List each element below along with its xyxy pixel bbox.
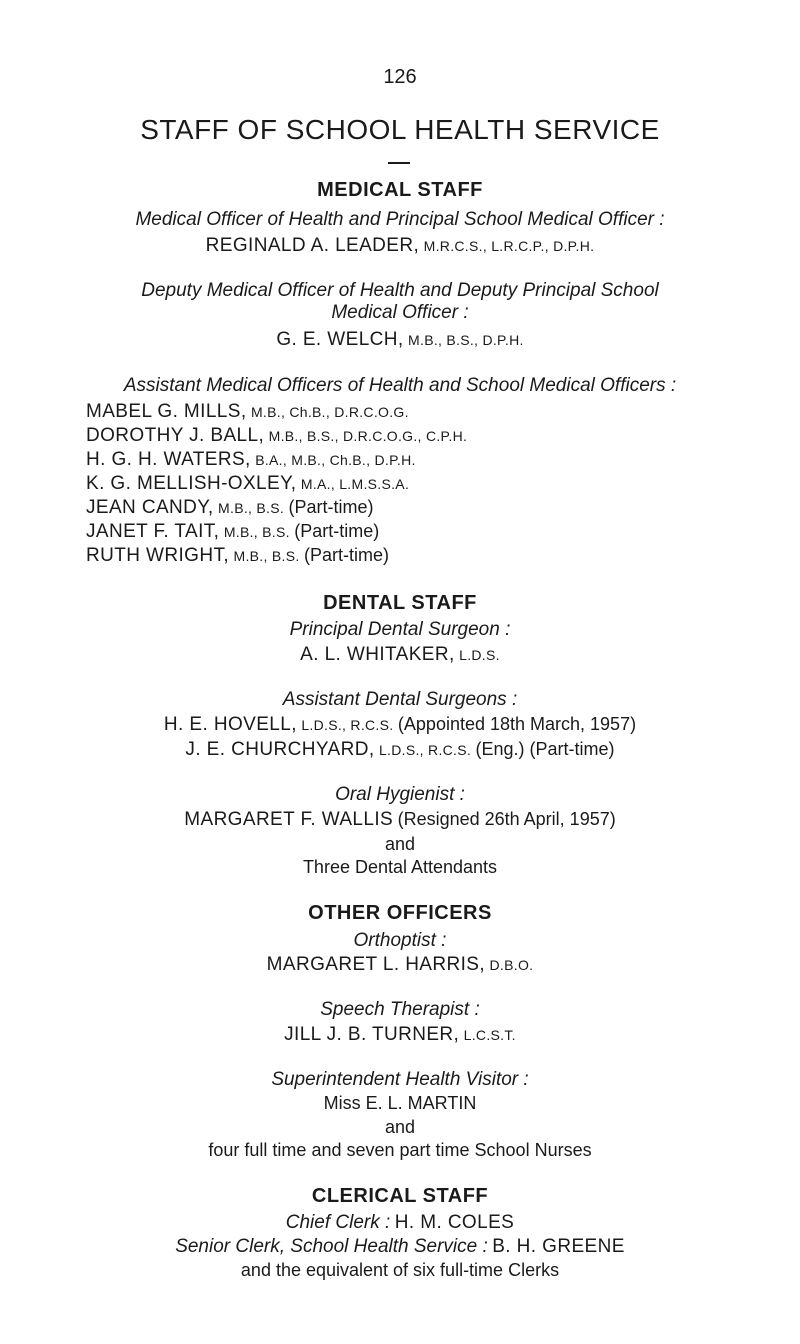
officer-qualifications: M.B., B.S., D.R.C.O.G., C.P.H.: [268, 428, 468, 444]
medical-staff-heading: MEDICAL STAFF: [317, 179, 483, 201]
orthoptist-qualifications: D.B.O.: [489, 957, 534, 973]
officer-note: (Part-time): [294, 521, 380, 541]
dental-staff-heading: DENTAL STAFF: [323, 592, 477, 614]
oral-hygienist-note: (Resigned 26th April, 1957): [397, 809, 616, 829]
surgeon-note: (Appointed 18th March, 1957): [397, 714, 637, 734]
surgeon-name: J. E. CHURCHYARD,: [185, 739, 375, 760]
deputy-qualifications: M.B., B.S., D.P.H.: [408, 332, 524, 348]
clerical-staff-heading: CLERICAL STAFF: [311, 1185, 489, 1207]
principal-dental-surgeon-name: A. L. WHITAKER,: [300, 644, 455, 665]
assistant-dental-surgeon: [0, 715, 800, 734]
officer-qualifications: M.B., B.S.: [233, 548, 300, 564]
officer-qualifications: M.A., L.M.S.S.A.: [300, 476, 410, 492]
principal-dental-surgeon-qualifications: L.D.S.: [459, 647, 500, 663]
assistant-dental-surgeons-role: Assistant Dental Surgeons :: [282, 689, 518, 710]
speech-therapist-role: Speech Therapist :: [320, 999, 480, 1020]
officer-note: (Part-time): [303, 545, 389, 565]
senior-clerk-entry: [0, 1237, 800, 1256]
chief-clerk-entry: [0, 1213, 800, 1232]
deputy-role-line-2: Medical Officer :: [331, 302, 469, 323]
dental-attendants: Three Dental Attendants: [302, 857, 498, 877]
officer-name: MABEL G. MILLS,: [86, 401, 247, 422]
other-officers-heading: OTHER OFFICERS: [308, 902, 492, 924]
principal-dental-surgeon-entry: [0, 645, 800, 664]
page-number: 126: [383, 66, 417, 88]
officer-name: K. G. MELLISH-OXLEY,: [86, 473, 297, 494]
senior-clerk-role: Senior Clerk, School Health Service :: [175, 1236, 488, 1257]
officer-note: (Part-time): [288, 497, 374, 517]
speech-therapist-entry: [0, 1025, 800, 1044]
moh-role: Medical Officer of Health and Principal School Medical Officer :: [135, 209, 665, 230]
chief-clerk-role: Chief Clerk :: [285, 1212, 391, 1233]
assistant-dental-surgeon: [0, 740, 800, 759]
moh-entry: [0, 236, 800, 255]
orthoptist-entry: [0, 955, 800, 974]
surgeon-name: H. E. HOVELL,: [163, 714, 297, 735]
assistant-medical-officers-role: Assistant Medical Officers of Health and School Medical Officers :: [123, 375, 677, 396]
surgeon-qualifications: L.D.S., R.C.S.: [301, 717, 394, 733]
orthoptist-name: MARGARET L. HARRIS,: [266, 954, 486, 975]
speech-therapist-name: JILL J. B. TURNER,: [284, 1024, 460, 1045]
oral-hygienist-name: MARGARET F. WALLIS: [184, 809, 394, 830]
conjunction-and: and: [384, 834, 416, 854]
speech-therapist-qualifications: L.C.S.T.: [463, 1027, 516, 1043]
officer-name: H. G. H. WATERS,: [86, 449, 251, 470]
officer-name: RUTH WRIGHT,: [86, 545, 230, 566]
deputy-name: G. E. WELCH,: [276, 329, 404, 350]
officer-name: JEAN CANDY,: [86, 497, 214, 518]
officer-qualifications: M.B., B.S.: [223, 524, 290, 540]
moh-qualifications: M.R.C.S., L.R.C.P., D.P.H.: [423, 238, 595, 254]
orthoptist-role: Orthoptist :: [353, 930, 447, 951]
assistant-medical-officer: [86, 426, 467, 445]
assistant-medical-officer: [86, 498, 374, 517]
moh-name: REGINALD A. LEADER,: [205, 235, 420, 256]
surgeon-qualifications: L.D.S., R.C.S.: [378, 742, 472, 758]
assistant-medical-officer: [86, 522, 379, 541]
deputy-role-line-1: Deputy Medical Officer of Health and Deputy Principal School: [141, 280, 659, 301]
school-nurses: four full time and seven part time School Nurses: [208, 1140, 592, 1160]
assistant-medical-officer: [86, 402, 409, 421]
deputy-entry: [0, 330, 800, 349]
officer-qualifications: B.A., M.B., Ch.B., D.P.H.: [255, 452, 416, 468]
surgeon-note: (Eng.) (Part-time): [475, 739, 615, 759]
oral-hygienist-entry: [0, 810, 800, 829]
principal-dental-surgeon-role: Principal Dental Surgeon :: [289, 619, 511, 640]
page-title: STAFF OF SCHOOL HEALTH SERVICE: [140, 114, 660, 145]
officer-qualifications: M.B., B.S.: [218, 500, 285, 516]
health-visitor-name: Miss E. L. MARTIN: [323, 1093, 477, 1113]
officer-name: DOROTHY J. BALL,: [86, 425, 265, 446]
conjunction-and: and: [384, 1117, 416, 1137]
clerks-summary: and the equivalent of six full-time Clerks: [240, 1260, 560, 1280]
title-divider: [388, 162, 410, 164]
chief-clerk-name: H. M. COLES: [394, 1212, 515, 1233]
assistant-medical-officer: [86, 546, 389, 565]
assistant-medical-officer: [86, 474, 409, 493]
oral-hygienist-role: Oral Hygienist :: [335, 784, 465, 805]
health-visitor-role: Superintendent Health Visitor :: [271, 1069, 529, 1090]
officer-name: JANET F. TAIT,: [86, 521, 220, 542]
officer-qualifications: M.B., Ch.B., D.R.C.O.G.: [250, 404, 409, 420]
senior-clerk-name: B. H. GREENE: [492, 1236, 625, 1257]
assistant-medical-officer: [86, 450, 416, 469]
